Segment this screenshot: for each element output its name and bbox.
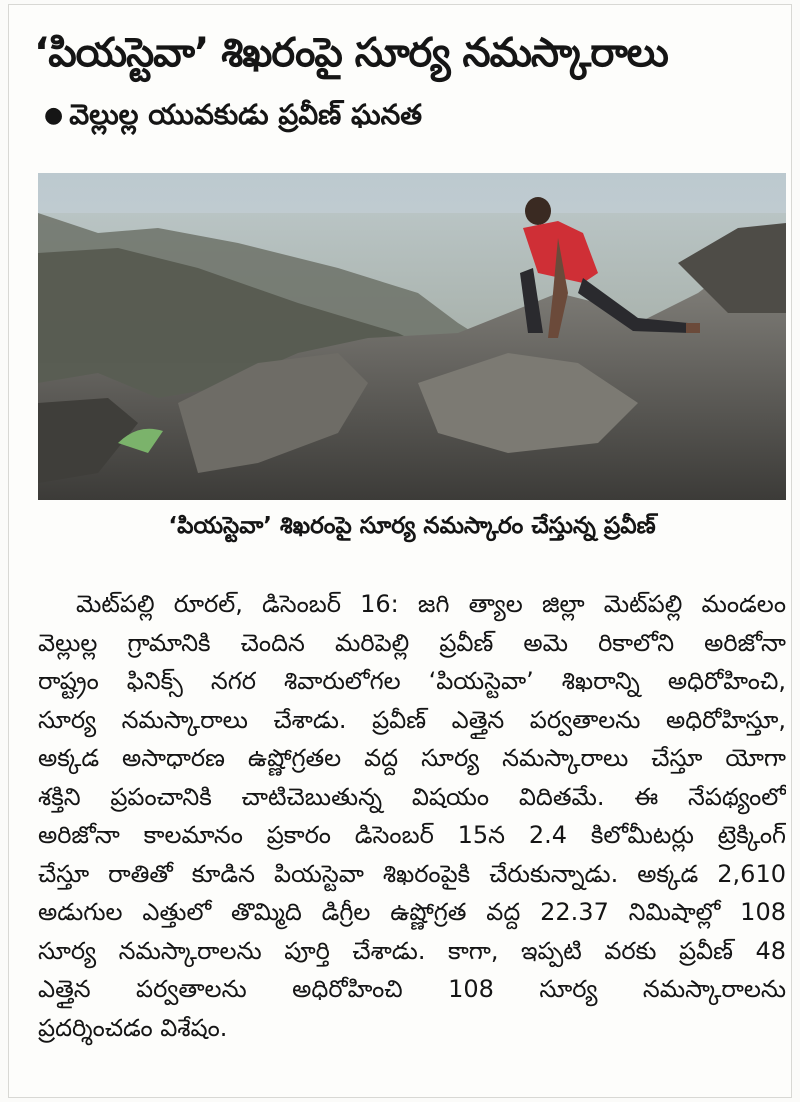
mountain-summit-image <box>38 173 786 500</box>
subheadline <box>44 95 744 136</box>
article-body <box>38 585 786 1047</box>
subheadline-text: వెల్లుల్ల యువకుడు ప్రవీణ్ ఘనత <box>69 98 423 131</box>
article-line: అరిజోనా కాలమానం ప్రకారం డిసెంబర్ 15న 2.4 కిలోమీటర్లు ట్రెక్కింగ్ <box>38 821 786 849</box>
article-line: సూర్య నమస్కారాలను పూర్తి చేశాడు. కాగా, ఇప్పటి వరకు ప్రవీణ్ 48 <box>38 936 786 965</box>
photo-caption: ‘పియస్టెవా’ శిఖరంపై సూర్య నమస్కారం చేస్తున్న ప్రవీణ్ <box>168 513 656 539</box>
headline: ‘పియస్టెవా’ శిఖరంపై సూర్య నమస్కారాలు <box>34 30 668 76</box>
article-line: మెట్‌పల్లి రూరల్, డిసెంబర్ 16: జగి త్యాల జిల్లా మెట్‌పల్లి మండలం <box>76 590 786 618</box>
article-line: శక్తిని ప్రపంచానికి చాటిచెబుతున్న విషయం విదితమే. ఈ నేపథ్యంలో <box>38 782 786 811</box>
article-line: అక్కడ అసాధారణ ఉష్ణోగ్రతల వద్ద సూర్య నమస్కారాలు చేస్తూ యోగా <box>38 744 786 772</box>
article-line: వెల్లుల్ల గ్రామానికి చెందిన మరిపెల్లి ప్రవీణ్ అమె రికాలోని అరిజోనా <box>38 628 786 657</box>
article-line: సూర్య నమస్కారాలు చేశాడు. ప్రవీణ్ ఎత్తైన పర్వతాలను అధిరోహిస్తూ, <box>38 705 786 734</box>
bullet-icon: ● <box>44 103 64 128</box>
article-line: అడుగుల ఎత్తులో తొమ్మిది డిగ్రీల ఉష్ణోగ్రత వద్ద 22.37 నిమిషాల్లో 108 <box>38 898 786 926</box>
article-line: రాష్ట్రం ఫినిక్స్ నగర శివారులోగల ‘పియస్టెవా’ శిఖరాన్ని అధిరోహించి, <box>38 667 786 695</box>
article-line: చేస్తూ రాతితో కూడిన పియస్టెవా శిఖరంపైకి చేరుకున్నాడు. అక్కడ 2,610 <box>38 859 786 888</box>
article-photo <box>38 173 786 500</box>
article-line: ఎత్తైన పర్వతాలను అధిరోహించి 108 సూర్య నమస్కారాలను <box>38 975 786 1003</box>
article-line: ప్రదర్శించడం విశేషం. <box>38 1013 228 1042</box>
